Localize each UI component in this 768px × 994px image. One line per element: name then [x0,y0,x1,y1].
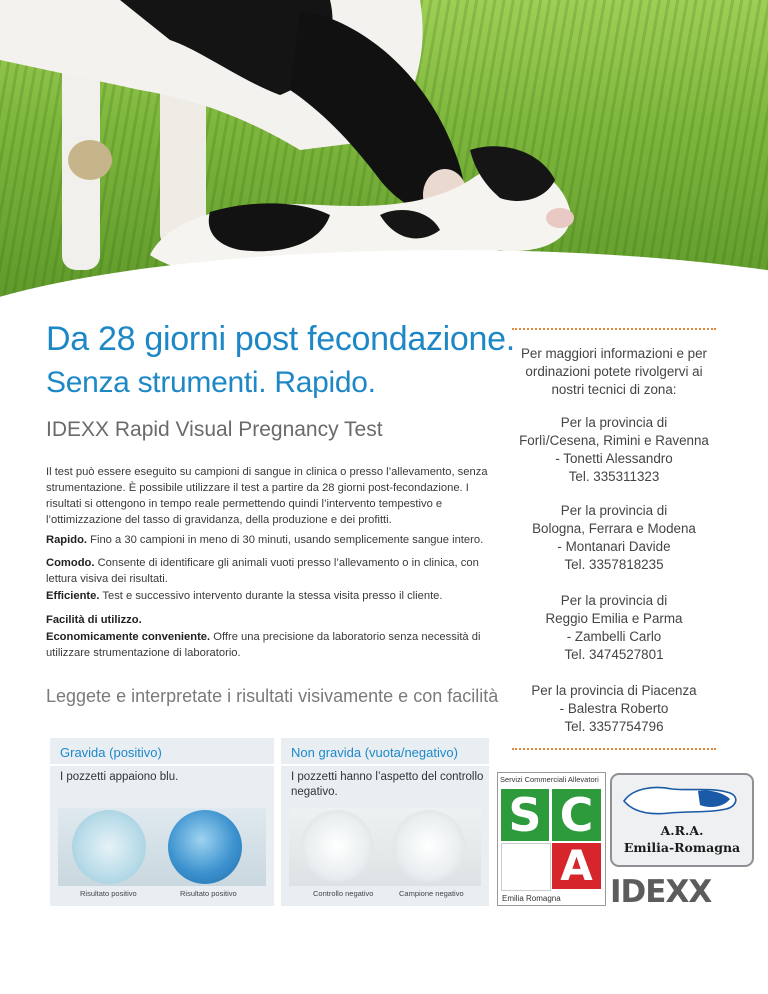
negative-wells-photo [289,808,481,886]
label-negative-2: Campione negativo [399,889,464,898]
contact-piacenza: Per la provincia di Piacenza - Balestra Roberto Tel. 3357754796 [531,683,697,734]
result-desc-positive: I pozzetti appaiono blu. [60,771,179,783]
point-rapido: Rapido. Fino a 30 campioni in meno di 30 minuti, usando semplicemente sangue intero. [46,534,484,546]
headline-primary: Da 28 giorni post fecondazione. [46,320,515,358]
divider-top [512,328,716,330]
headline-secondary: Senza strumenti. Rapido. [46,366,376,399]
divider-bottom [512,748,716,750]
result-box-positive [50,738,274,906]
result-title-negative: Non gravida (vuota/negativo) [291,745,458,760]
contact-forli: Per la provincia di Forlì/Cesena, Rimini e Ravenna - Tonetti Alessandro Tel. 335311323 [519,415,709,484]
positive-wells-photo [58,808,266,886]
region-map-icon [612,775,752,823]
label-positive-2: Risultato positivo [180,889,237,898]
sca-logo: Servizi Commerciali Allevatori S C A Emilia Romagna [497,772,606,906]
result-title-positive: Gravida (positivo) [60,745,162,760]
hero-photo [0,0,768,300]
point-efficiente: Efficiente. Test e successivo intervento durante la stessa visita presso il cliente. [46,590,443,602]
point-facilita: Facilità di utilizzo. [46,614,142,626]
product-name: IDEXX Rapid Visual Pregnancy Test [46,418,383,441]
result-desc-negative: I pozzetti hanno l’aspetto del controllo negativo. [291,771,484,798]
contact-intro: Per maggiori informazioni e per ordinazioni potete rivolgervi ai nostri tecnici di zona: [520,346,708,397]
intro-paragraph: Il test può essere eseguito su campioni di sangue in clinica o presso l’allevamento, senza strumentazione. È possibile utilizzare il test a partire da 28 giorni post-fecondazione. I risultati si ottengono in tempo reale permettendo quindi l’intervento tempestivo e l’ottimizzazione del tasso di gravidanza, della produzione e dei profitti. [46,466,488,526]
result-box-negative [281,738,489,906]
label-negative-1: Controllo negativo [313,889,374,898]
point-economico: Economicamente conveniente. Offre una precisione da laboratorio senza necessità di utilizzare strumentazione di laboratorio. [46,631,481,659]
label-positive-1: Risultato positivo [80,889,137,898]
contact-bologna: Per la provincia di Bologna, Ferrara e Modena - Montanari Davide Tel. 3357818235 [532,503,696,572]
point-comodo: Comodo. Consente di identificare gli animali vuoti presso l’allevamento o in clinica, con lettura visiva dei risultati. [46,557,479,585]
results-subheading: Leggete e interpretate i risultati visivamente e con facilità [46,686,499,706]
contact-reggio: Per la provincia di Reggio Emilia e Parma - Zambelli Carlo Tel. 3474527801 [545,593,683,662]
ara-logo: A.R.A. Emilia-Romagna [610,773,754,867]
idexx-logo: IDEXX [610,874,712,910]
